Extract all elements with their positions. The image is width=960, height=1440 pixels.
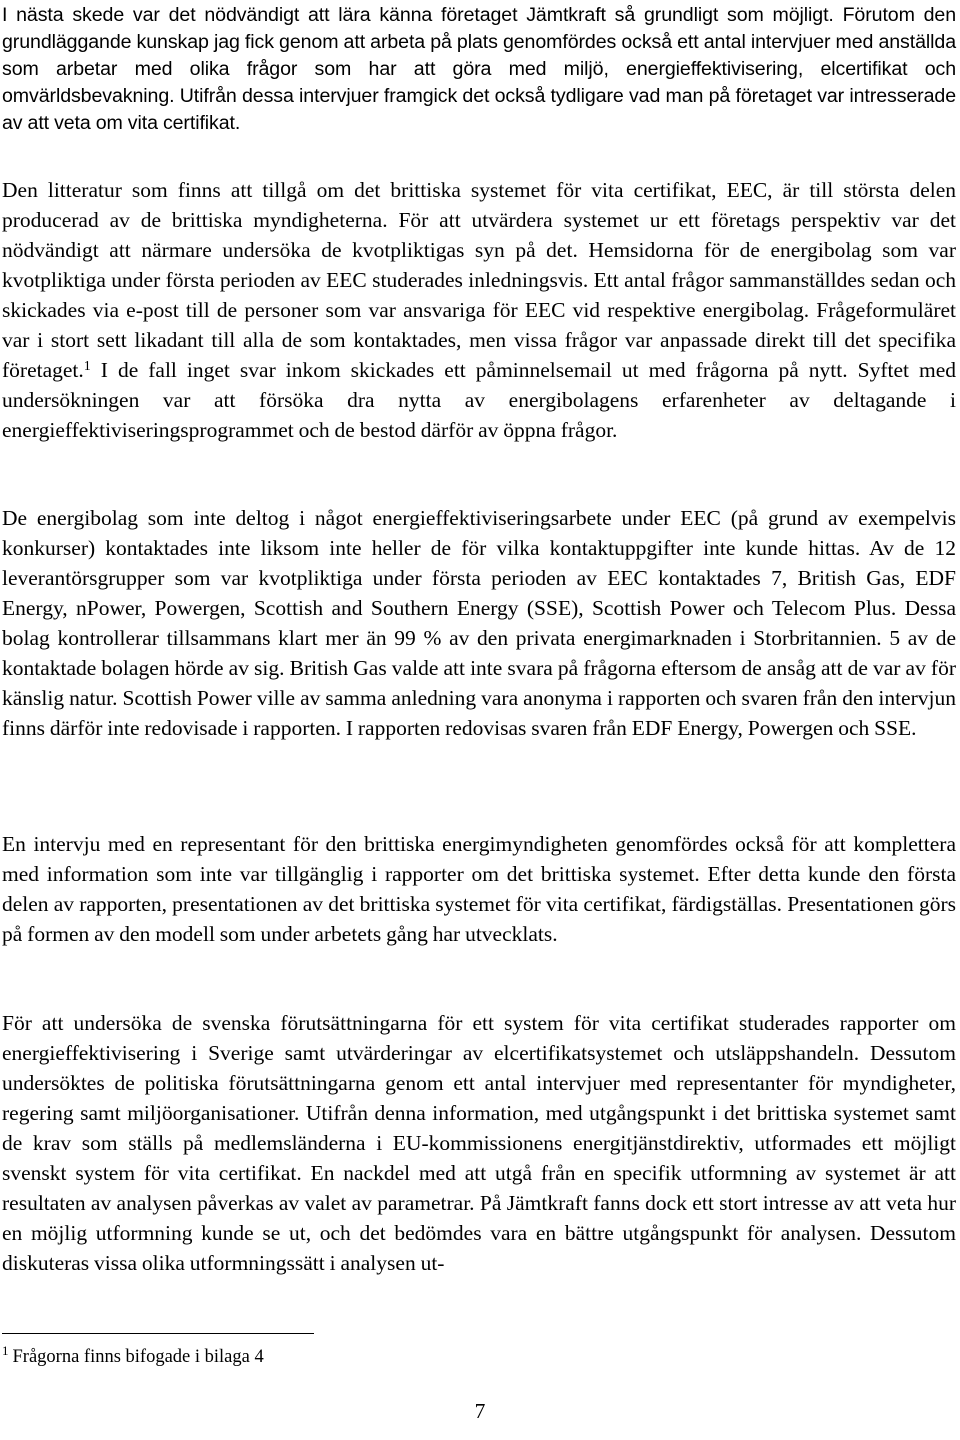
footnote-text: Frågorna finns bifogade i bilaga 4 [12, 1347, 264, 1367]
paragraph-literature-and-questionnaire [2, 175, 956, 445]
paragraph-swedish-conditions: För att undersöka de svenska förutsättningarna för ett system för vita certifikat studerades rapporter om energieffektivisering i Sverige samt utvärderingar av elcertifikatsystemet och utsläppshandeln. Dessutom undersöktes de politiska förutsättningarna genom ett antal intervjuer med representanter för myndigheter, regering samt miljöorganisationer. Utifrån denna information, med utgångspunkt i det brittiska systemet samt de krav som ställs på medlemsländerna i EU-kommissionens energitjänstdirektiv, utformades ett möjligt svenskt system för vita certifikat. En nackdel med att utgå från en specifik utformning av systemet är att resultaten av analysen påverkas av valet av parametrar. På Jämtkraft fanns dock ett stort intresse av att veta hur en möjlig utformning kunde se ut, och det bedömdes vara en bättre utgångspunkt för analysen. Dessutom diskuteras vissa olika utformningssätt i analysen ut- [2, 1011, 956, 1275]
footnote [2, 1345, 264, 1369]
footnote-reference: 1 [83, 359, 91, 374]
paragraph-energy-authority-interview: En intervju med en representant för den brittiska energimyndigheten genomfördes också för att komplettera med information som inte var tillgänglig i rapporter om det brittiska systemet. Efter detta kunde den första delen av rapporten, presentationen av det brittiska systemet för vita certifikat, färdigställas. Presentationen görs på formen av den modell som under arbetets gång har utvecklats. [2, 832, 956, 946]
footnote-separator [2, 1333, 314, 1334]
paragraph-text-after-footnote: I de fall inget svar inkom skickades ett påminnelsemail ut med frågorna på nytt. Syftet med undersökningen var att försöka dra nytta av energibolagens erfarenheter av deltagande i energieffektiviseringsprogrammet och de bestod därför av öppna frågor. [2, 358, 956, 442]
paragraph-contacted-energy-companies: De energibolag som inte deltog i något energieffektiviseringsarbete under EEC (på grund av exempelvis konkurser) kontaktades inte liksom inte heller de för vilka kontaktuppgifter inte kunde hittas. Av de 12 leverantörsgrupper som var kvotpliktiga under första perioden av EEC kontaktades 7, British Gas, EDF Energy, nPower, Powergen, Scottish and Southern Energy (SSE), Scottish Power och Telecom Plus. Dessa bolag kontrollerar tillsammans klart mer än 99 % av den privata energimarknaden i Storbritannien. 5 av de kontaktade bolagen hörde av sig. British Gas valde att inte svara på frågorna eftersom de ansåg att de var av för känslig natur. Scottish Power ville av samma anledning vara anonyma i rapporten och svaren från den intervjun finns därför inte redovisade i rapporten. I rapporten redovisas svaren från EDF Energy, Powergen och SSE. [2, 506, 956, 740]
footnote-number: 1 [2, 1343, 9, 1358]
paragraph-text-before-footnote: Den litteratur som finns att tillgå om det brittiska systemet för vita certifikat, EEC, är till största delen producerad av de brittiska myndigheterna. För att utvärdera systemet ur ett företags perspektiv var det nödvändigt att närmare undersöka de kvotpliktigas syn på det. Hemsidorna för de energibolag som var kvotpliktiga under första perioden av EEC studerades inledningsvis. Ett antal frågor sammanställdes sedan och skickades via e-post till de personer som var ansvariga för EEC vid respektive energibolag. Frågeformuläret var i stort sett likadant till alla de som kontaktades, men vissa frågor var anpassade direkt till det specifika företaget. [2, 178, 956, 382]
paragraph-company-interviews: I nästa skede var det nödvändigt att lära känna företaget Jämtkraft så grundligt som möjligt. Förutom den grundläggande kunskap jag fick genom att arbeta på plats genomfördes också ett antal intervjuer med anställda som arbetar med olika frågor som har att göra med miljö, energieffektivisering, elcertifikat och omvärldsbevakning. Utifrån dessa intervjuer framgick det också tydligare vad man på företaget var intresserade av att veta om vita certifikat. [2, 4, 956, 134]
page-number: 7 [474, 1399, 486, 1423]
